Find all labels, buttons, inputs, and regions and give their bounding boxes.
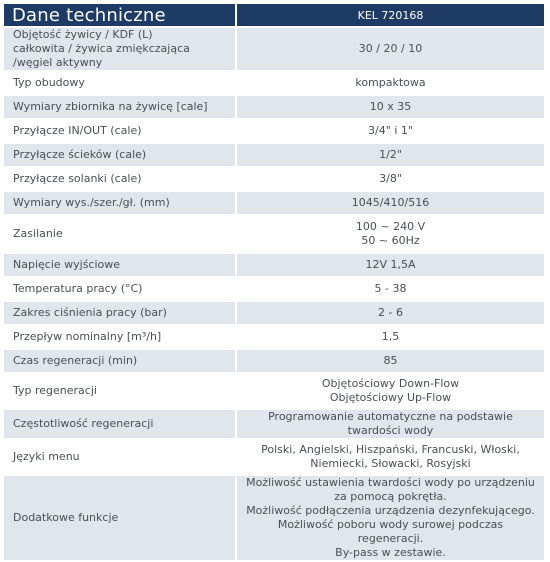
table-row: [4, 192, 544, 216]
table-row: [4, 254, 544, 278]
spec-value: Możliwość ustawienia twardości wody po urządzeniu za pomocą pokrętła. Możliwość podłączenia urządzenia dezynfekującego. Możliwość poboru wody surowej podczas regeneracji. By-pass w zestawie.: [237, 476, 544, 562]
spec-label: Napięcie wyjściowe: [4, 254, 237, 278]
spec-value: 2 - 6: [237, 302, 544, 326]
table-row: [4, 216, 544, 254]
table-row: [4, 374, 544, 410]
spec-label: Czas regeneracji (min): [4, 350, 237, 374]
table-body: [4, 28, 544, 562]
spec-value: Objętościowy Down-Flow Objętościowy Up-Flow: [237, 374, 544, 410]
spec-label: Zasilanie: [4, 216, 237, 254]
spec-value: Polski, Angielski, Hiszpański, Francuski, Włoski, Niemiecki, Słowacki, Rosyjski: [237, 440, 544, 476]
spec-label: Temperatura pracy (°C): [4, 278, 237, 302]
table-row: [4, 302, 544, 326]
spec-label: Dodatkowe funkcje: [4, 476, 237, 562]
model-name: KEL 720168: [237, 4, 544, 28]
spec-label: Języki menu: [4, 440, 237, 476]
spec-value: 30 / 20 / 10: [237, 28, 544, 72]
table-row: [4, 326, 544, 350]
table-row: [4, 410, 544, 440]
table-row: [4, 72, 544, 96]
table-row: [4, 350, 544, 374]
spec-label: Przyłącze ścieków (cale): [4, 144, 237, 168]
spec-value: Programowanie automatyczne na podstawie twardości wody: [237, 410, 544, 440]
spec-label: Przyłącze IN/OUT (cale): [4, 120, 237, 144]
table-header-row: [4, 4, 544, 28]
spec-value: 1,5: [237, 326, 544, 350]
spec-label: Objętość żywicy / KDF (L) całkowita / żywica zmiękczająca /węgiel aktywny: [4, 28, 237, 72]
spec-value: 1045/410/516: [237, 192, 544, 216]
spec-label: Przepływ nominalny [m³/h]: [4, 326, 237, 350]
spec-value: 1/2": [237, 144, 544, 168]
spec-label: Wymiary zbiornika na żywicę [cale]: [4, 96, 237, 120]
spec-value: 5 - 38: [237, 278, 544, 302]
table-row: [4, 440, 544, 476]
table-row: [4, 168, 544, 192]
spec-value: 85: [237, 350, 544, 374]
spec-label: Typ regeneracji: [4, 374, 237, 410]
technical-data-table: [4, 4, 544, 562]
spec-value: kompaktowa: [237, 72, 544, 96]
spec-label: Częstotliwość regeneracji: [4, 410, 237, 440]
spec-value: 10 x 35: [237, 96, 544, 120]
table-row: [4, 28, 544, 72]
spec-value: 100 ~ 240 V 50 ~ 60Hz: [237, 216, 544, 254]
table-row: [4, 278, 544, 302]
spec-label: Typ obudowy: [4, 72, 237, 96]
spec-label: Przyłącze solanki (cale): [4, 168, 237, 192]
spec-label: Wymiary wys./szer./gł. (mm): [4, 192, 237, 216]
table-row: [4, 476, 544, 562]
table-row: [4, 96, 544, 120]
table-row: [4, 120, 544, 144]
spec-value: 12V 1,5A: [237, 254, 544, 278]
spec-value: 3/8": [237, 168, 544, 192]
spec-label: Zakres ciśnienia pracy (bar): [4, 302, 237, 326]
spec-value: 3/4" i 1": [237, 120, 544, 144]
table-title: Dane techniczne: [4, 4, 237, 28]
table-row: [4, 144, 544, 168]
